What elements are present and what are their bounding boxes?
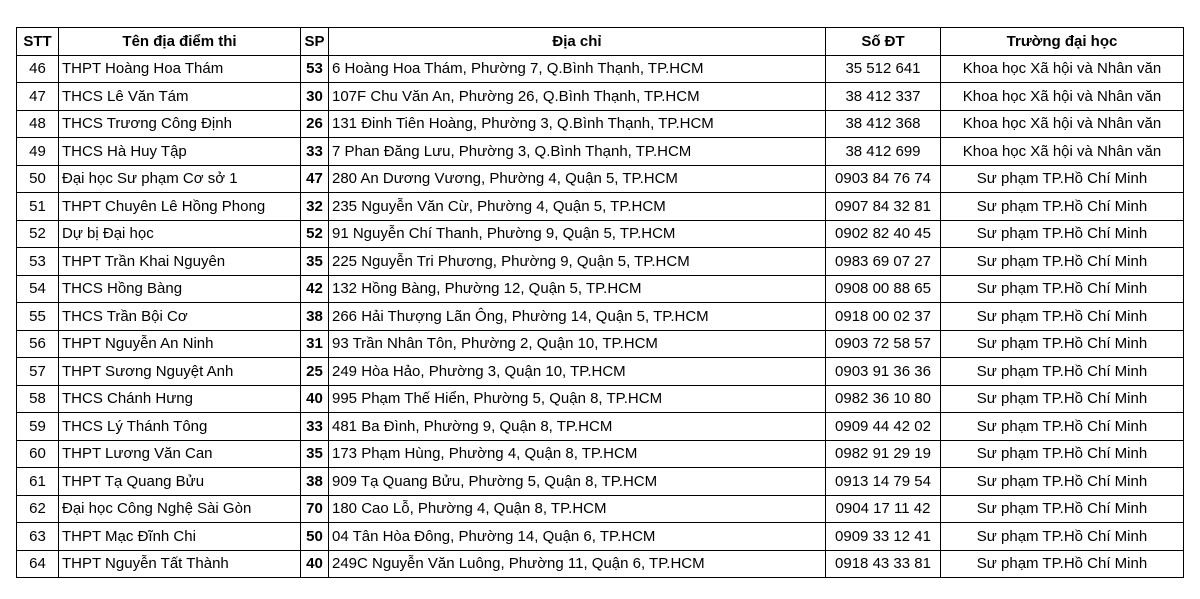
header-phone: Số ĐT [826, 28, 941, 56]
table-row [17, 413, 1184, 441]
cell-stt: 52 [17, 220, 59, 248]
cell-stt: 54 [17, 275, 59, 303]
table-row [17, 193, 1184, 221]
table-row [17, 440, 1184, 468]
cell-location-name: Dự bị Đại học [59, 220, 301, 248]
cell-university: Sư phạm TP.Hồ Chí Minh [941, 495, 1184, 523]
cell-university: Sư phạm TP.Hồ Chí Minh [941, 550, 1184, 578]
cell-address: 91 Nguyễn Chí Thanh, Phường 9, Quận 5, TP.HCM [329, 220, 826, 248]
cell-stt: 46 [17, 55, 59, 83]
cell-address: 7 Phan Đăng Lưu, Phường 3, Q.Bình Thạnh, TP.HCM [329, 138, 826, 166]
cell-sp: 40 [301, 550, 329, 578]
table-row [17, 330, 1184, 358]
cell-location-name: THPT Sương Nguyệt Anh [59, 358, 301, 386]
table-row [17, 523, 1184, 551]
table-row [17, 385, 1184, 413]
cell-sp: 33 [301, 413, 329, 441]
table-row [17, 55, 1184, 83]
cell-stt: 47 [17, 83, 59, 111]
cell-phone: 0918 00 02 37 [826, 303, 941, 331]
cell-address: 235 Nguyễn Văn Cừ, Phường 4, Quận 5, TP.HCM [329, 193, 826, 221]
cell-location-name: Đại học Công Nghệ Sài Gòn [59, 495, 301, 523]
cell-phone: 0908 00 88 65 [826, 275, 941, 303]
table-row [17, 110, 1184, 138]
cell-sp: 52 [301, 220, 329, 248]
cell-stt: 50 [17, 165, 59, 193]
cell-phone: 0913 14 79 54 [826, 468, 941, 496]
cell-sp: 47 [301, 165, 329, 193]
header-address: Địa chỉ [329, 28, 826, 56]
header-row [17, 28, 1184, 56]
cell-university: Sư phạm TP.Hồ Chí Minh [941, 523, 1184, 551]
cell-phone: 0903 91 36 36 [826, 358, 941, 386]
cell-phone: 0903 72 58 57 [826, 330, 941, 358]
table-row [17, 468, 1184, 496]
cell-address: 249 Hòa Hảo, Phường 3, Quận 10, TP.HCM [329, 358, 826, 386]
cell-stt: 64 [17, 550, 59, 578]
cell-stt: 57 [17, 358, 59, 386]
cell-phone: 0904 17 11 42 [826, 495, 941, 523]
cell-sp: 50 [301, 523, 329, 551]
cell-address: 225 Nguyễn Tri Phương, Phường 9, Quận 5, TP.HCM [329, 248, 826, 276]
cell-address: 249C Nguyễn Văn Luông, Phường 11, Quận 6, TP.HCM [329, 550, 826, 578]
cell-location-name: Đại học Sư phạm Cơ sở 1 [59, 165, 301, 193]
cell-location-name: THPT Mạc Đĩnh Chi [59, 523, 301, 551]
cell-stt: 49 [17, 138, 59, 166]
cell-university: Sư phạm TP.Hồ Chí Minh [941, 303, 1184, 331]
cell-phone: 0903 84 76 74 [826, 165, 941, 193]
cell-sp: 32 [301, 193, 329, 221]
cell-university: Khoa học Xã hội và Nhân văn [941, 138, 1184, 166]
cell-sp: 40 [301, 385, 329, 413]
table-row [17, 220, 1184, 248]
cell-location-name: THPT Tạ Quang Bửu [59, 468, 301, 496]
cell-sp: 70 [301, 495, 329, 523]
cell-location-name: THCS Hồng Bàng [59, 275, 301, 303]
cell-phone: 0982 36 10 80 [826, 385, 941, 413]
cell-stt: 62 [17, 495, 59, 523]
cell-location-name: THCS Lê Văn Tám [59, 83, 301, 111]
cell-sp: 30 [301, 83, 329, 111]
cell-address: 107F Chu Văn An, Phường 26, Q.Bình Thạnh, TP.HCM [329, 83, 826, 111]
cell-university: Sư phạm TP.Hồ Chí Minh [941, 385, 1184, 413]
cell-phone: 38 412 337 [826, 83, 941, 111]
cell-phone: 0983 69 07 27 [826, 248, 941, 276]
cell-sp: 33 [301, 138, 329, 166]
cell-sp: 35 [301, 248, 329, 276]
cell-address: 6 Hoàng Hoa Thám, Phường 7, Q.Bình Thạnh, TP.HCM [329, 55, 826, 83]
header-university: Trường đại học [941, 28, 1184, 56]
cell-university: Sư phạm TP.Hồ Chí Minh [941, 248, 1184, 276]
cell-address: 131 Đinh Tiên Hoàng, Phường 3, Q.Bình Thạnh, TP.HCM [329, 110, 826, 138]
cell-phone: 38 412 368 [826, 110, 941, 138]
cell-university: Sư phạm TP.Hồ Chí Minh [941, 358, 1184, 386]
cell-location-name: THCS Trương Công Định [59, 110, 301, 138]
cell-university: Sư phạm TP.Hồ Chí Minh [941, 275, 1184, 303]
cell-address: 180 Cao Lỗ, Phường 4, Quận 8, TP.HCM [329, 495, 826, 523]
cell-address: 132 Hồng Bàng, Phường 12, Quận 5, TP.HCM [329, 275, 826, 303]
table-row [17, 275, 1184, 303]
cell-location-name: THPT Chuyên Lê Hồng Phong [59, 193, 301, 221]
table-row [17, 358, 1184, 386]
header-stt: STT [17, 28, 59, 56]
cell-location-name: THCS Chánh Hưng [59, 385, 301, 413]
cell-address: 04 Tân Hòa Đông, Phường 14, Quận 6, TP.HCM [329, 523, 826, 551]
cell-location-name: THPT Nguyễn An Ninh [59, 330, 301, 358]
table-row [17, 138, 1184, 166]
cell-location-name: THPT Trần Khai Nguyên [59, 248, 301, 276]
cell-stt: 48 [17, 110, 59, 138]
cell-university: Sư phạm TP.Hồ Chí Minh [941, 220, 1184, 248]
cell-phone: 0982 91 29 19 [826, 440, 941, 468]
table-row [17, 303, 1184, 331]
cell-phone: 0918 43 33 81 [826, 550, 941, 578]
cell-stt: 63 [17, 523, 59, 551]
cell-stt: 55 [17, 303, 59, 331]
header-location-name: Tên địa điểm thi [59, 28, 301, 56]
cell-sp: 53 [301, 55, 329, 83]
cell-location-name: THPT Nguyễn Tất Thành [59, 550, 301, 578]
cell-stt: 61 [17, 468, 59, 496]
cell-stt: 56 [17, 330, 59, 358]
cell-university: Sư phạm TP.Hồ Chí Minh [941, 440, 1184, 468]
cell-location-name: THPT Hoàng Hoa Thám [59, 55, 301, 83]
cell-university: Sư phạm TP.Hồ Chí Minh [941, 413, 1184, 441]
table-row [17, 83, 1184, 111]
cell-sp: 38 [301, 468, 329, 496]
table-row [17, 248, 1184, 276]
cell-location-name: THPT Lương Văn Can [59, 440, 301, 468]
cell-address: 266 Hải Thượng Lãn Ông, Phường 14, Quận 5, TP.HCM [329, 303, 826, 331]
cell-phone: 38 412 699 [826, 138, 941, 166]
table-row [17, 550, 1184, 578]
cell-address: 93 Trần Nhân Tôn, Phường 2, Quận 10, TP.HCM [329, 330, 826, 358]
cell-phone: 0907 84 32 81 [826, 193, 941, 221]
cell-university: Sư phạm TP.Hồ Chí Minh [941, 165, 1184, 193]
cell-location-name: THCS Hà Huy Tập [59, 138, 301, 166]
table-row [17, 495, 1184, 523]
cell-stt: 59 [17, 413, 59, 441]
cell-sp: 42 [301, 275, 329, 303]
cell-stt: 58 [17, 385, 59, 413]
cell-sp: 38 [301, 303, 329, 331]
cell-address: 481 Ba Đình, Phường 9, Quận 8, TP.HCM [329, 413, 826, 441]
cell-location-name: THCS Trần Bội Cơ [59, 303, 301, 331]
cell-address: 173 Phạm Hùng, Phường 4, Quận 8, TP.HCM [329, 440, 826, 468]
cell-university: Sư phạm TP.Hồ Chí Minh [941, 330, 1184, 358]
cell-sp: 31 [301, 330, 329, 358]
cell-university: Khoa học Xã hội và Nhân văn [941, 55, 1184, 83]
cell-stt: 53 [17, 248, 59, 276]
cell-sp: 25 [301, 358, 329, 386]
cell-phone: 0902 82 40 45 [826, 220, 941, 248]
cell-address: 909 Tạ Quang Bửu, Phường 5, Quận 8, TP.HCM [329, 468, 826, 496]
cell-university: Sư phạm TP.Hồ Chí Minh [941, 468, 1184, 496]
cell-location-name: THCS Lý Thánh Tông [59, 413, 301, 441]
cell-address: 995 Phạm Thế Hiển, Phường 5, Quận 8, TP.HCM [329, 385, 826, 413]
cell-phone: 0909 33 12 41 [826, 523, 941, 551]
cell-university: Sư phạm TP.Hồ Chí Minh [941, 193, 1184, 221]
cell-university: Khoa học Xã hội và Nhân văn [941, 83, 1184, 111]
cell-stt: 51 [17, 193, 59, 221]
cell-sp: 26 [301, 110, 329, 138]
cell-university: Khoa học Xã hội và Nhân văn [941, 110, 1184, 138]
cell-sp: 35 [301, 440, 329, 468]
cell-address: 280 An Dương Vương, Phường 4, Quận 5, TP.HCM [329, 165, 826, 193]
table-row [17, 165, 1184, 193]
cell-phone: 0909 44 42 02 [826, 413, 941, 441]
cell-stt: 60 [17, 440, 59, 468]
header-sp: SP [301, 28, 329, 56]
exam-locations-table [16, 27, 1184, 578]
cell-phone: 35 512 641 [826, 55, 941, 83]
